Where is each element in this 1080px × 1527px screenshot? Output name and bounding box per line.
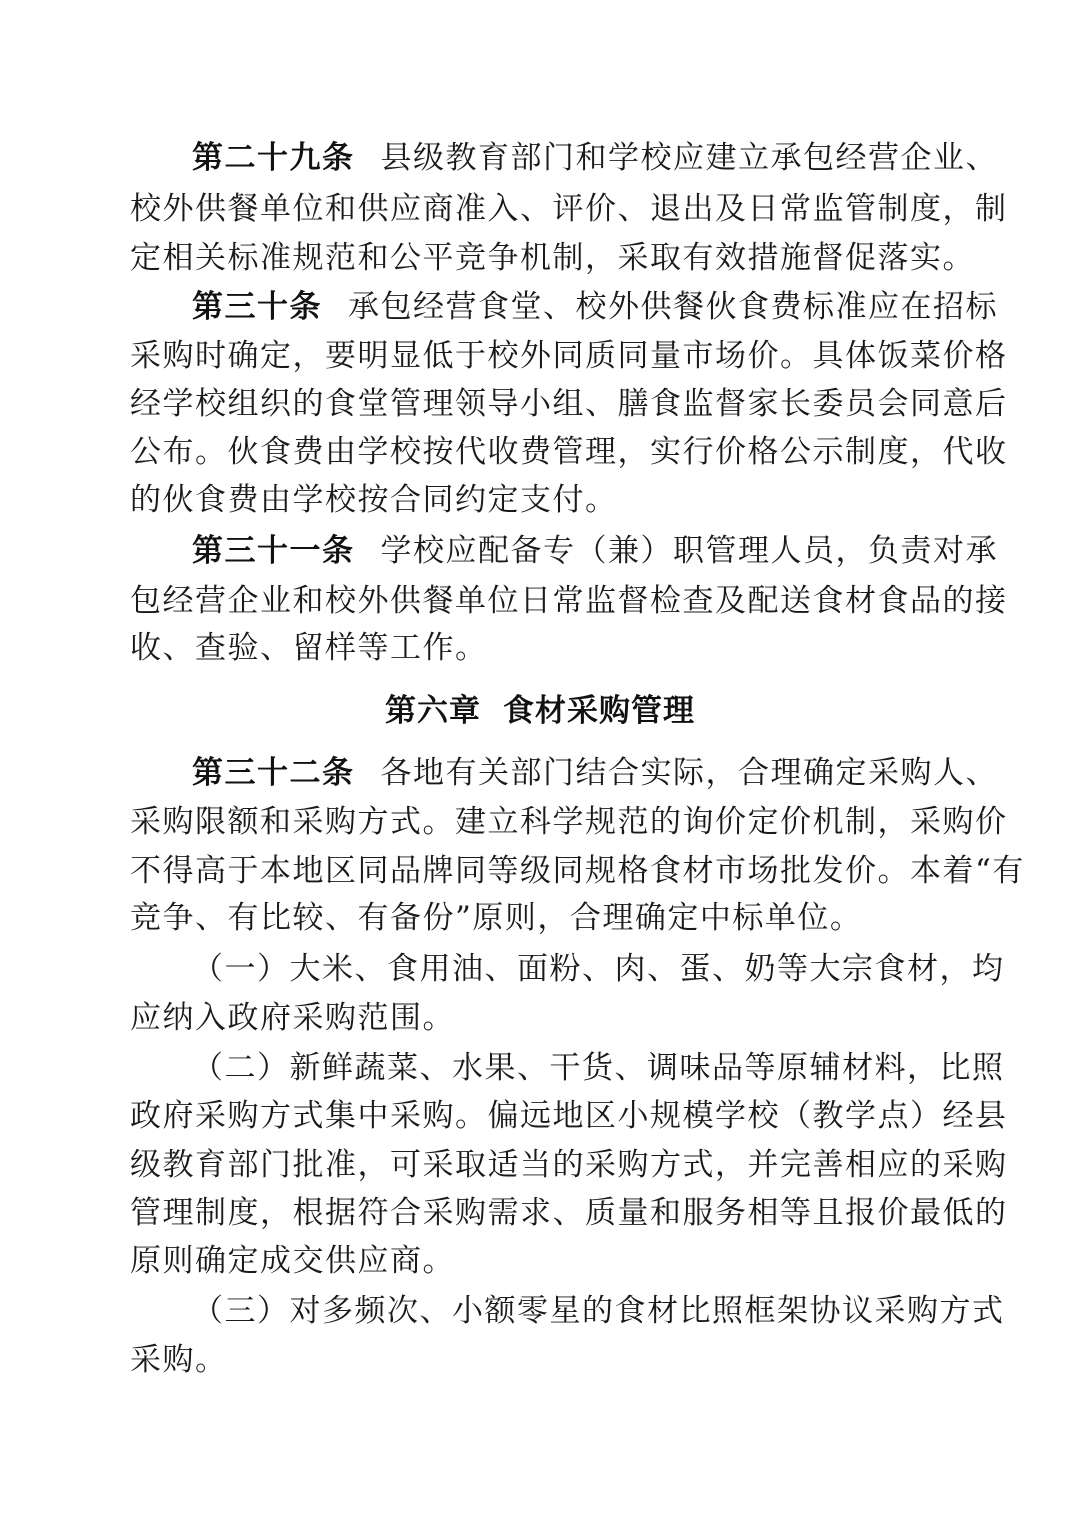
item-2-line-5: 原则确定成交供应商。	[130, 1243, 455, 1279]
article-30-line-2: 采购时确定，要明显低于校外同质同量市场价。具体饭菜价格	[130, 338, 1008, 374]
article-30-line-4: 公布。伙食费由学校按代收费管理，实行价格公示制度，代收	[130, 434, 1008, 470]
item-3-line-1: （三）对多频次、小额零星的食材比照框架协议采购方式	[192, 1293, 1005, 1329]
item-2-line-1: （二）新鲜蔬菜、水果、干货、调味品等原辅材料，比照	[192, 1050, 1005, 1086]
article-32-label: 第三十二条	[192, 755, 355, 791]
article-29-line-1	[192, 135, 998, 181]
chapter-heading	[0, 688, 1080, 734]
article-30-line-5: 的伙食费由学校按合同约定支付。	[130, 482, 618, 518]
chapter-title: 食材采购管理	[503, 693, 695, 729]
item-3-line-2: 采购。	[130, 1342, 228, 1378]
article-29-label: 第二十九条	[192, 140, 355, 176]
article-29-line-2: 校外供餐单位和供应商准入、评价、退出及日常监管制度，制	[130, 191, 1008, 227]
article-32-text: 各地有关部门结合实际，合理确定采购人、	[380, 755, 998, 791]
article-32-line-2: 采购限额和采购方式。建立科学规范的询价定价机制，采购价	[130, 804, 1008, 840]
article-30-line-3: 经学校组织的食堂管理领导小组、膳食监督家长委员会同意后	[130, 386, 1008, 422]
item-2-line-3: 级教育部门批准，可采取适当的采购方式，并完善相应的采购	[130, 1147, 1008, 1183]
chapter-number: 第六章	[385, 693, 481, 729]
article-32-line-1	[192, 750, 998, 796]
item-1-line-1: （一）大米、食用油、面粉、肉、蛋、奶等大宗食材，均	[192, 951, 1005, 987]
item-1-line-2: 应纳入政府采购范围。	[130, 1000, 455, 1036]
article-31-line-2: 包经营企业和校外供餐单位日常监督检查及配送食材食品的接	[130, 583, 1008, 619]
article-30-text: 承包经营食堂、校外供餐伙食费标准应在招标	[348, 289, 998, 325]
item-2-line-4: 管理制度，根据符合采购需求、质量和服务相等且报价最低的	[130, 1195, 1008, 1231]
article-29-text: 县级教育部门和学校应建立承包经营企业、	[380, 140, 998, 176]
item-2-line-2: 政府采购方式集中采购。偏远地区小规模学校（教学点）经县	[130, 1098, 1008, 1134]
article-31-line-3: 收、查验、留样等工作。	[130, 630, 488, 666]
article-32-line-3: 不得高于本地区同品牌同等级同规格食材市场批发价。本着“有	[130, 853, 1025, 889]
article-31-label: 第三十一条	[192, 533, 355, 569]
article-31-line-1	[192, 528, 998, 574]
article-30-label: 第三十条	[192, 289, 322, 325]
article-31-text: 学校应配备专（兼）职管理人员，负责对承	[380, 533, 998, 569]
article-30-line-1	[192, 284, 998, 330]
article-32-line-4: 竞争、有比较、有备份”原则，合理确定中标单位。	[130, 900, 863, 936]
article-29-line-3: 定相关标准规范和公平竞争机制，采取有效措施督促落实。	[130, 240, 975, 276]
